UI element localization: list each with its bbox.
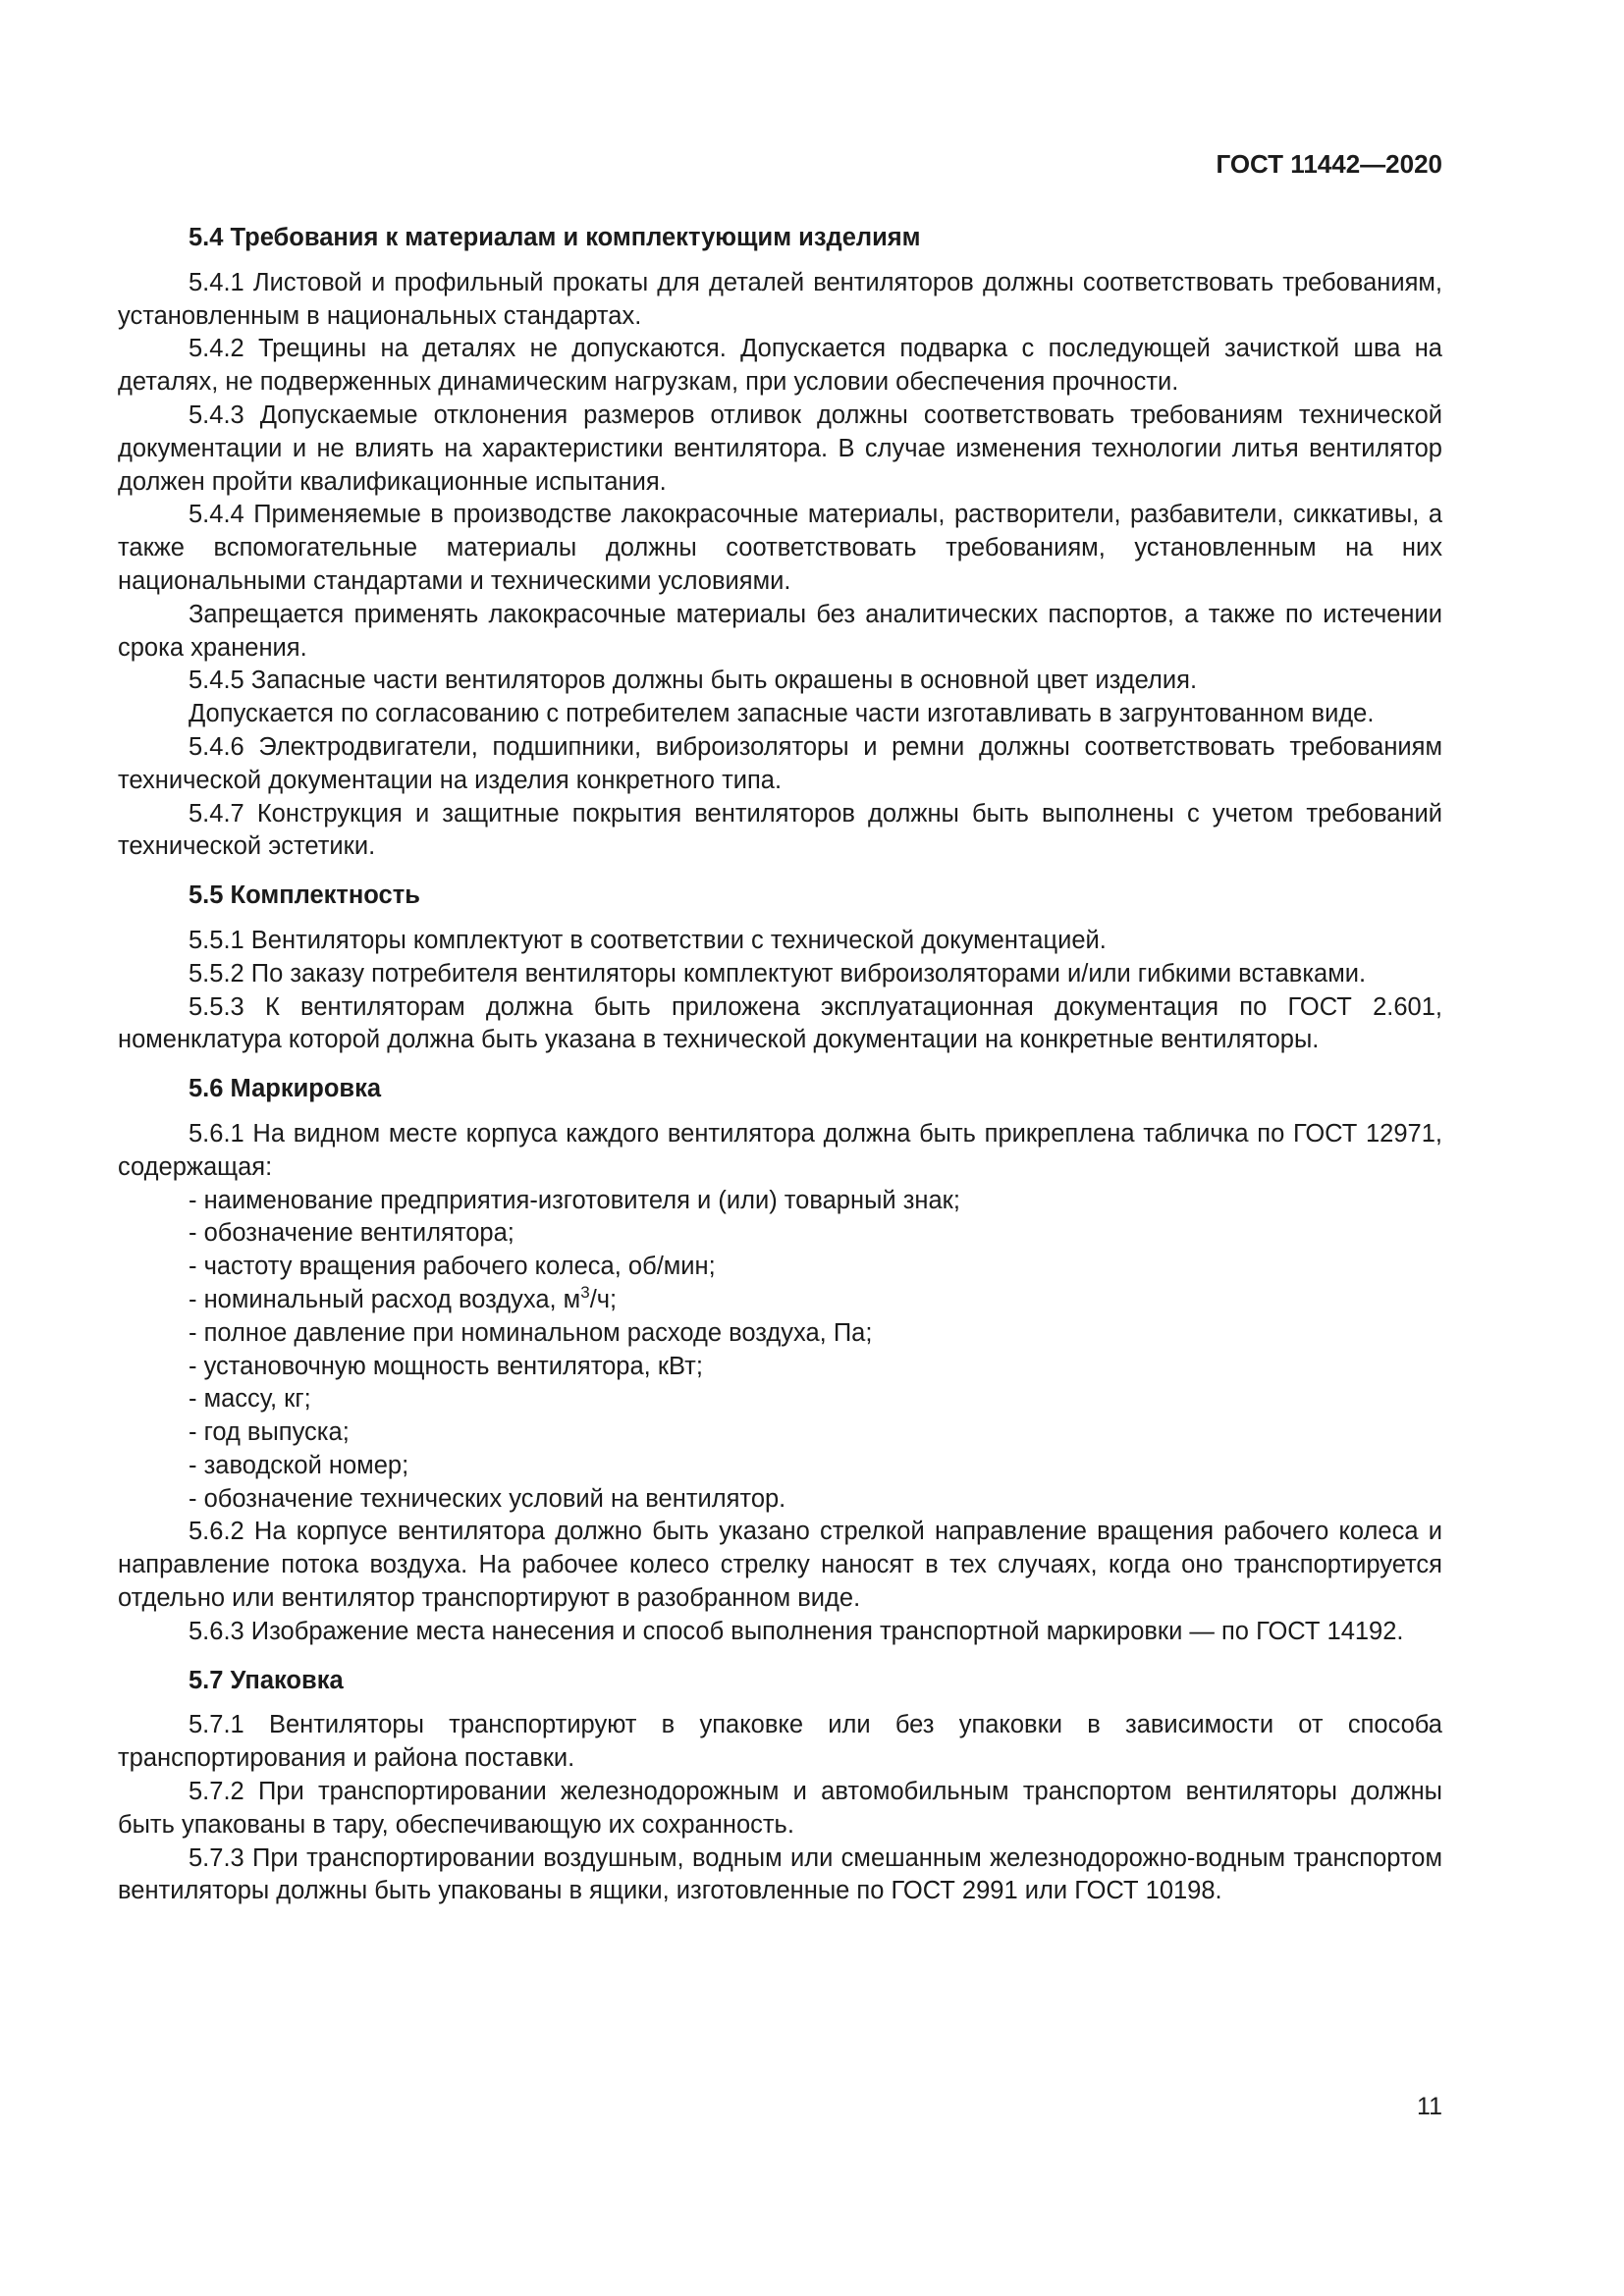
list-item: - год выпуска; bbox=[189, 1418, 350, 1447]
paragraph-5-5-1: 5.5.1 Вентиляторы комплектуют в соответствии с технической документацией. bbox=[189, 926, 1107, 954]
airflow-unit: /ч; bbox=[589, 1285, 618, 1313]
document-code: ГОСТ 11442—2020 bbox=[1216, 149, 1442, 179]
list-item: - обозначение технических условий на вентилятор. bbox=[189, 1484, 786, 1513]
list-item: - массу, кг; bbox=[189, 1385, 311, 1414]
list-item: - заводской номер; bbox=[189, 1451, 409, 1479]
paragraph-5-4-1: 5.4.1 Листовой и профильный прокаты для деталей вентиляторов должны соответствовать требованиям, установленным в национальных стандартах. bbox=[118, 268, 1442, 330]
paragraph-5-4-4: 5.4.4 Применяемые в производстве лакокрасочные материалы, растворители, разбавители, сиккативы, а также вспомогательные материалы должны соответствовать требованиям, установленным на них национальными стандартами и техническими условиями. bbox=[118, 501, 1442, 595]
paragraph-5-5-3: 5.5.3 К вентиляторам должна быть приложена эксплуатационная документация по ГОСТ 2.601, номенклатура которой должна быть указана в технической документации на конкретные вентиляторы. bbox=[118, 992, 1442, 1054]
section-title: 5.5 Комплектность bbox=[189, 881, 420, 910]
section-5-4 bbox=[118, 222, 1442, 864]
marking-list bbox=[118, 1185, 1442, 1517]
section-5-5 bbox=[118, 880, 1442, 1057]
section-5-7 bbox=[118, 1665, 1442, 1909]
list-item-airflow bbox=[118, 1284, 1442, 1317]
paragraph-5-4-4-note: Запрещается применять лакокрасочные материалы без аналитических паспортов, а также по истечении срока хранения. bbox=[118, 600, 1442, 662]
paragraph-5-4-5: 5.4.5 Запасные части вентиляторов должны быть окрашены в основной цвет изделия. bbox=[189, 667, 1198, 695]
section-title: 5.6 Маркировка bbox=[189, 1075, 382, 1103]
paragraph-5-4-2: 5.4.2 Трещины на деталях не допускаются. Допускается подварка с последующей зачисткой шва на деталях, не подверженных динамическим нагрузкам, при условии обеспечения прочности. bbox=[118, 335, 1442, 397]
paragraph-5-6-3: 5.6.3 Изображение места нанесения и способ выполнения транспортной маркировки — по ГОСТ 14192. bbox=[189, 1617, 1404, 1645]
list-item: - установочную мощность вентилятора, кВт; bbox=[189, 1352, 703, 1380]
paragraph-5-4-6: 5.4.6 Электродвигатели, подшипники, виброизоляторы и ремни должны соответствовать требованиям технической документации на изделия конкретного типа. bbox=[118, 732, 1442, 794]
section-title: 5.7 Упаковка bbox=[189, 1666, 344, 1694]
page-content bbox=[118, 222, 1442, 1908]
airflow-text: - номинальный расход воздуха, м bbox=[189, 1285, 581, 1313]
list-item: - частоту вращения рабочего колеса, об/мин; bbox=[189, 1253, 716, 1281]
paragraph-5-4-5-note: Допускается по согласованию с потребителем запасные части изготавливать в загрунтованном виде. bbox=[189, 700, 1375, 728]
paragraph-5-4-3: 5.4.3 Допускаемые отклонения размеров отливок должны соответствовать требованиям технической документации и не влиять на характеристики вентилятора. В случае изменения технологии литья вентилятор должен пройти квалификационные испытания. bbox=[118, 400, 1442, 496]
paragraph-5-4-7: 5.4.7 Конструкция и защитные покрытия вентиляторов должны быть выполнены с учетом требований технической эстетики. bbox=[118, 799, 1442, 861]
paragraph-5-6-2: 5.6.2 На корпусе вентилятора должно быть указано стрелкой направление вращения рабочего колеса и направление потока воздуха. На рабочее колесо стрелку наносят в тех случаях, когда оно транспортируется отдельно или вентилятор транспортируют в разобранном виде. bbox=[118, 1518, 1442, 1613]
section-5-6 bbox=[118, 1073, 1442, 1649]
paragraph-5-6-1: 5.6.1 На видном месте корпуса каждого вентилятора должна быть прикреплена табличка по ГОСТ 12971, содержащая: bbox=[118, 1119, 1442, 1181]
paragraph-5-7-2: 5.7.2 При транспортировании железнодорожным и автомобильным транспортом вентиляторы должны быть упакованы в тару, обеспечивающую их сохранность. bbox=[118, 1778, 1442, 1839]
section-title: 5.4 Требования к материалам и комплектующим изделиям bbox=[189, 224, 921, 251]
page-number: 11 bbox=[1417, 2093, 1442, 2120]
list-item: - обозначение вентилятора; bbox=[189, 1219, 514, 1248]
list-item: - полное давление при номинальном расходе воздуха, Па; bbox=[189, 1318, 873, 1347]
list-item: - наименование предприятия-изготовителя и (или) товарный знак; bbox=[189, 1186, 960, 1214]
airflow-superscript: 3 bbox=[580, 1282, 590, 1302]
paragraph-5-7-3: 5.7.3 При транспортировании воздушным, водным или смешанным железнодорожно-водным транспортом вентиляторы должны быть упакованы в ящики, изготовленные по ГОСТ 2991 или ГОСТ 10198. bbox=[118, 1843, 1442, 1905]
paragraph-5-5-2: 5.5.2 По заказу потребителя вентиляторы комплектуют виброизоляторами и/или гибкими вставками. bbox=[189, 959, 1367, 988]
paragraph-5-7-1: 5.7.1 Вентиляторы транспортируют в упаковке или без упаковки в зависимости от способа транспортирования и района поставки. bbox=[118, 1711, 1442, 1773]
